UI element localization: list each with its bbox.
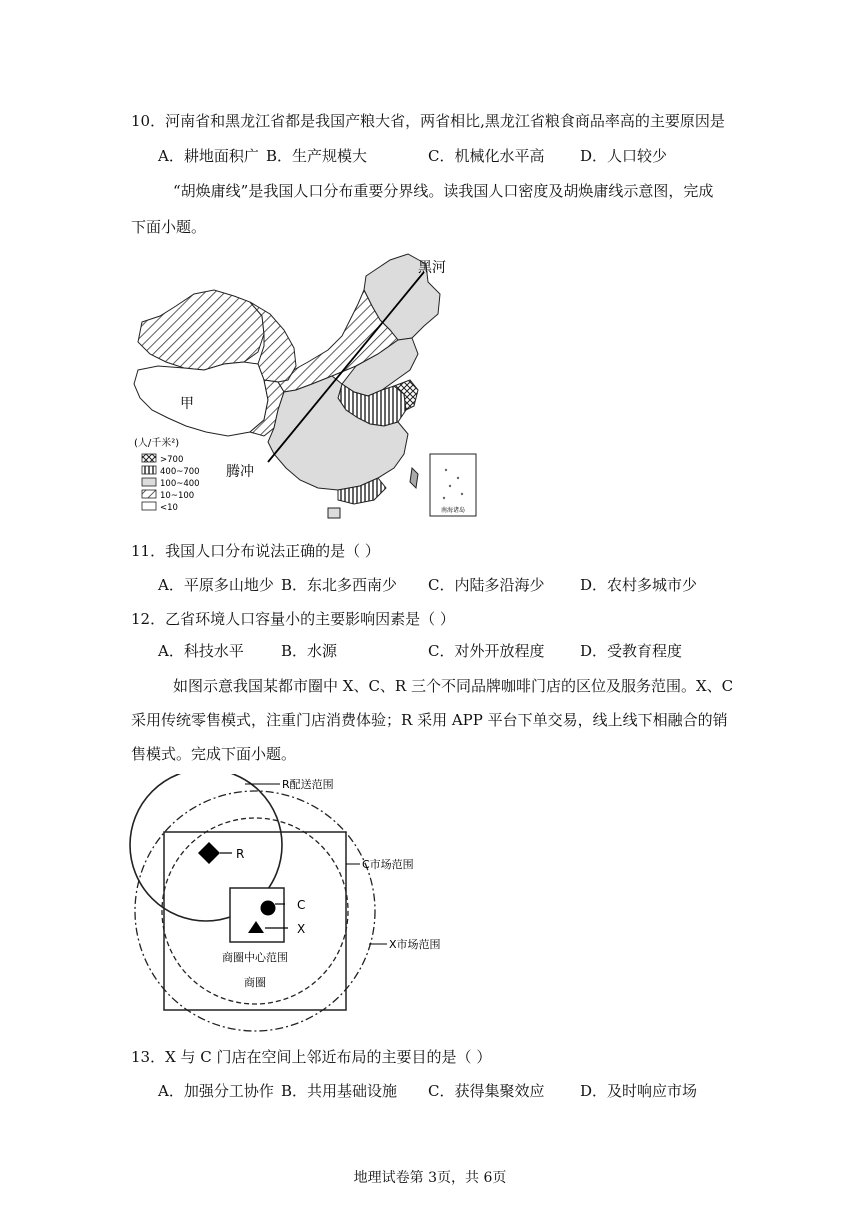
- map-region-taiwan: [410, 468, 418, 488]
- legend-item-4: 10~100: [160, 491, 195, 501]
- map-region-tibet: [134, 362, 268, 436]
- label-r: R: [236, 847, 245, 861]
- label-tengchong: 腾冲: [226, 464, 254, 480]
- intro-coffee-line-2: 采用传统零售模式，注重门店消费体验；R 采用 APP 平台下单交易，线上线下相融合的销: [131, 711, 728, 729]
- map-region-xinjiang: [138, 290, 264, 370]
- label-x-range: X市场范围: [389, 938, 441, 951]
- label-x: X: [297, 922, 306, 936]
- label-district: 商圈: [244, 976, 266, 989]
- center-square: [230, 888, 284, 942]
- inset-label: 南海诸岛: [440, 507, 466, 514]
- q11-option-b: B．东北多西南少: [281, 576, 398, 594]
- legend-item-2: 400~700: [160, 467, 200, 477]
- q10-option-d: D．人口较少: [580, 147, 668, 165]
- q12-stem: 12．乙省环境人口容量小的主要影响因素是（ ）: [131, 610, 455, 628]
- intro-coffee-line-1: 如图示意我国某都市圈中 X、C、R 三个不同品牌咖啡门店的区位及服务范围。X、C: [173, 677, 734, 695]
- q10-option-a: A．耕地面积广: [158, 147, 259, 165]
- intro-hu-line: [131, 181, 731, 253]
- legend-item-3: 100~400: [160, 479, 200, 489]
- c-store-marker: [261, 901, 276, 916]
- coffee-service-diagram: [125, 774, 465, 1034]
- q13-option-c: C．获得集聚效应: [428, 1082, 545, 1100]
- label-r-range: R配送范围: [282, 778, 334, 791]
- intro-coffee-line-3: 售模式。完成下面小题。: [131, 745, 297, 763]
- q10-stem: 10．河南省和黑龙江省都是我国产粮大省，两省相比,黑龙江省粮食商品率高的主要原因是: [131, 112, 725, 130]
- q12-option-c: C．对外开放程度: [428, 642, 545, 660]
- label-center-range: 商圈中心范围: [222, 951, 288, 964]
- q11-option-a: A．平原多山地少: [158, 576, 274, 594]
- legend-item-5: <10: [160, 503, 178, 513]
- intro-hu-line-1: “胡焕庸线”是我国人口分布重要分界线。读我国人口密度及胡焕庸线示意图，完成: [173, 182, 714, 200]
- q13-option-a: A．加强分工协作: [158, 1082, 274, 1100]
- q11-option-d: D．农村多城市少: [580, 576, 698, 594]
- q11-option-c: C．内陆多沿海少: [428, 576, 545, 594]
- map-legend: [134, 436, 200, 513]
- label-c-range: C市场范围: [362, 858, 414, 871]
- q11-stem: 11．我国人口分布说法正确的是（ ）: [131, 542, 380, 560]
- q10-option-b: B．生产规模大: [266, 147, 368, 165]
- q10-option-c: C．机械化水平高: [428, 147, 545, 165]
- label-c: C: [297, 898, 306, 912]
- legend-item-1: >700: [160, 455, 184, 465]
- q12-option-b: B．水源: [281, 642, 338, 660]
- q13-option-d: D．及时响应市场: [580, 1082, 698, 1100]
- legend-title: (人/千米²): [134, 438, 180, 449]
- intro-hu-line-2: 下面小题。: [131, 218, 207, 236]
- page-footer: 地理试卷第 3页，共 6页: [353, 1170, 507, 1186]
- q13-stem: 13．X 与 C 门店在空间上邻近布局的主要目的是（ ）: [131, 1048, 492, 1066]
- q12-option-a: A．科技水平: [158, 642, 244, 660]
- label-jia: 甲: [180, 396, 194, 412]
- intro-coffee: [131, 676, 734, 780]
- r-store-marker: [198, 842, 220, 864]
- label-heihe: 黑河: [418, 260, 446, 276]
- q12-option-d: D．受教育程度: [580, 642, 683, 660]
- map-region-hainan: [328, 508, 340, 518]
- q13-option-b: B．共用基础设施: [281, 1082, 398, 1100]
- china-population-map: [128, 250, 480, 522]
